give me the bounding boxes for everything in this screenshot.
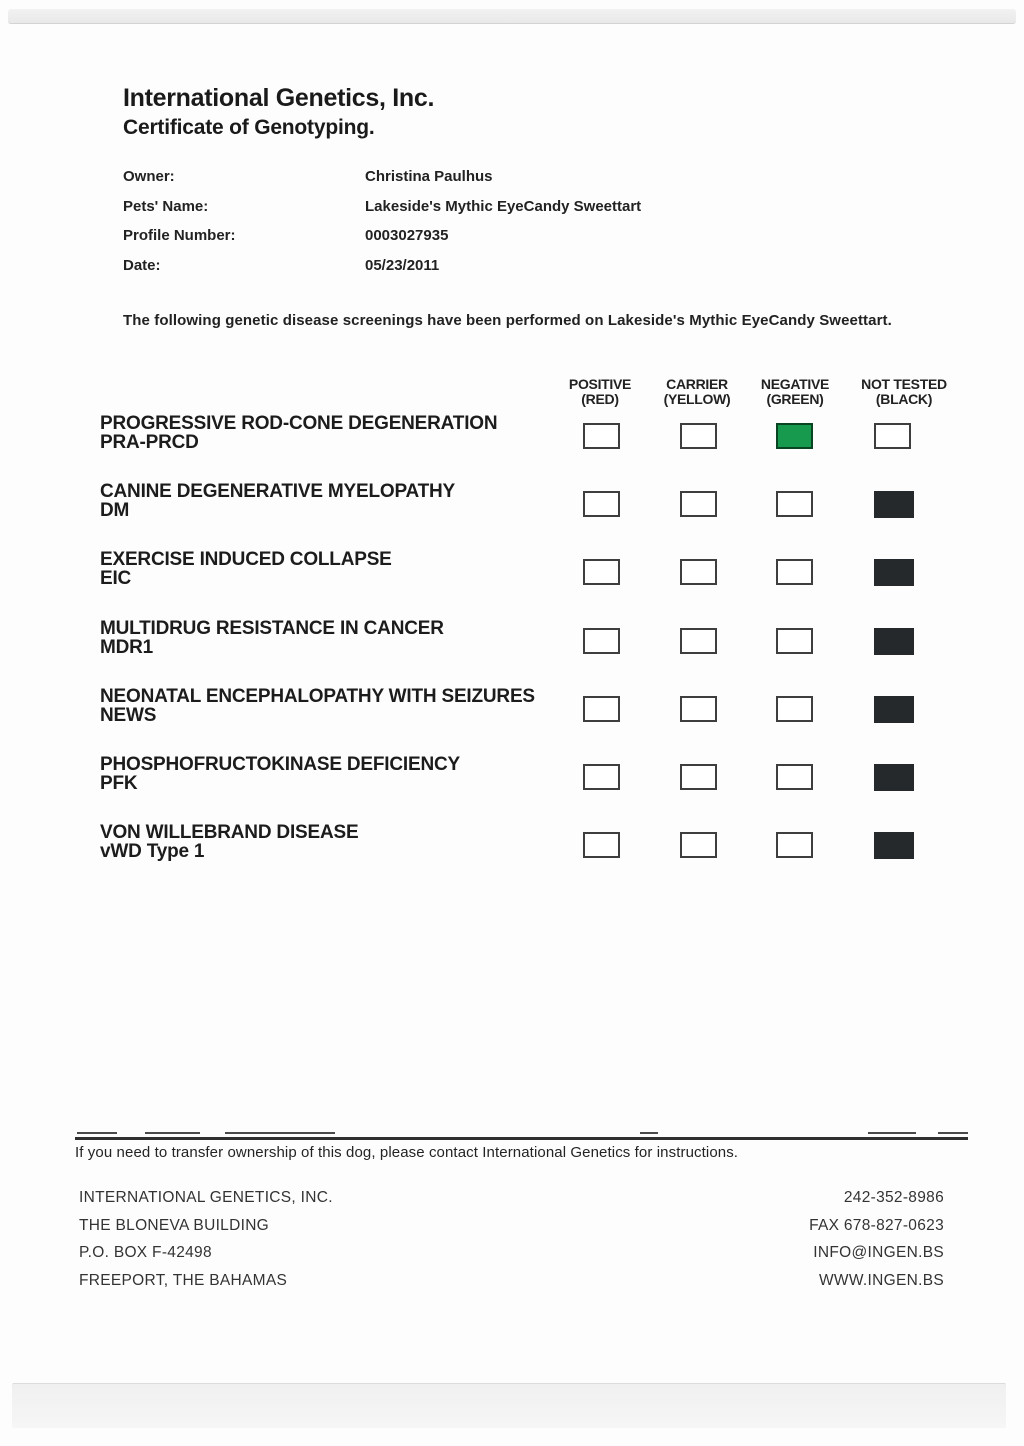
column-header-name: CARRIER [666,376,728,392]
checkbox-positive [583,559,620,585]
screening-row [0,483,1024,543]
checkbox-negative [776,764,813,790]
checkbox-positive [583,423,620,449]
disease-code: PFK [100,773,138,794]
screening-row [0,688,1024,748]
divider-dash [868,1132,916,1134]
checkbox-positive [583,832,620,858]
checkbox-negative [776,832,813,858]
checkbox-carrier [680,423,717,449]
checkbox-not_tested [874,491,914,518]
disease-name: PROGRESSIVE ROD-CONE DEGENERATION [100,413,498,434]
divider-dash [938,1132,968,1134]
checkbox-positive [583,696,620,722]
disease-name: EXERCISE INDUCED COLLAPSE [100,549,392,570]
checkbox-not_tested [874,423,911,449]
checkbox-carrier [680,832,717,858]
checkbox-negative [776,491,813,517]
column-header-not_tested [824,377,984,407]
company-contact-line: INFO@INGEN.BS [813,1244,944,1261]
company-contact-line: WWW.INGEN.BS [818,1271,944,1289]
checkbox-negative [776,559,813,585]
info-value: 05/23/2011 [365,256,440,274]
checkbox-carrier [680,764,717,790]
company-address-block [79,1184,333,1294]
screening-row [0,824,1024,884]
disease-code: PRA-PRCD [100,432,199,453]
divider-dash [145,1132,200,1134]
divider-dash [225,1132,335,1134]
checkbox-positive [583,764,620,790]
column-header-name: NEGATIVE [760,376,830,392]
company-contact-block [809,1184,944,1294]
scan-band-bottom [12,1383,1006,1428]
screening-row [0,756,1024,816]
info-row [123,198,823,228]
certificate-title: Certificate of Genotyping. [123,116,375,139]
company-contact-line: 242-352-8986 [843,1189,944,1206]
info-value: Christina Paulhus [365,168,493,185]
checkbox-negative [776,696,813,722]
pet-info-block [123,168,823,286]
company-name: International Genetics, Inc. [123,84,435,112]
info-value: Lakeside's Mythic EyeCandy Sweettart [365,197,642,215]
company-address-line: FREEPORT, THE BAHAMAS [79,1271,288,1289]
checkbox-not_tested [874,696,914,723]
info-row [123,168,823,198]
column-header-color: (BLACK) [875,391,933,407]
company-address-line: P.O. BOX F-42498 [79,1244,212,1261]
disease-code: EIC [100,568,132,589]
checkbox-not_tested [874,832,914,859]
disease-name: MULTIDRUG RESISTANCE IN CANCER [100,618,444,639]
column-header-name: NOT TESTED [861,376,947,392]
company-address-line: THE BLONEVA BUILDING [79,1216,270,1234]
disease-code: vWD Type 1 [100,841,205,862]
info-label: Profile Number: [123,227,236,244]
column-header-color: (RED) [581,391,619,407]
info-row [123,227,823,257]
disease-name: NEONATAL ENCEPHALOPATHY WITH SEIZURES [100,686,535,707]
divider-dash [77,1132,117,1134]
checkbox-carrier [680,491,717,517]
checkbox-carrier [680,628,717,654]
column-header-color: (YELLOW) [663,391,731,407]
checkbox-not_tested [874,559,914,586]
company-address-line: INTERNATIONAL GENETICS, INC. [79,1189,333,1206]
checkbox-negative [776,423,813,449]
checkbox-not_tested [874,764,914,791]
disease-name: CANINE DEGENERATIVE MYELOPATHY [100,481,456,502]
disease-name: VON WILLEBRAND DISEASE [100,822,359,843]
info-label: Date: [123,256,161,274]
screening-row [0,415,1024,475]
checkbox-not_tested [874,628,914,655]
checkbox-negative [776,628,813,654]
transfer-note: If you need to transfer ownership of this dog, please contact International Genetics for instructions. [75,1144,739,1161]
disease-code: DM [100,500,130,521]
column-header-color: (GREEN) [766,391,824,407]
screening-row [0,620,1024,680]
checkbox-carrier [680,559,717,585]
screening-row [0,551,1024,611]
checkbox-carrier [680,696,717,722]
column-header-name: POSITIVE [568,376,632,392]
divider-line [75,1137,968,1140]
checkbox-positive [583,628,620,654]
intro-text: The following genetic disease screenings have been performed on Lakeside's Mythic EyeCandy Sweettart. [123,312,892,329]
info-value: 0003027935 [365,227,449,244]
checkbox-positive [583,491,620,517]
disease-name: PHOSPHOFRUCTOKINASE DEFICIENCY [100,754,460,775]
info-label: Owner: [123,168,175,185]
info-label: Pets' Name: [123,197,209,215]
company-contact-line: FAX 678-827-0623 [809,1216,944,1234]
info-row [123,257,823,287]
scan-band-top [8,9,1016,24]
divider-dash [640,1132,658,1134]
disease-code: MDR1 [100,637,154,658]
disease-code: NEWS [100,705,157,726]
